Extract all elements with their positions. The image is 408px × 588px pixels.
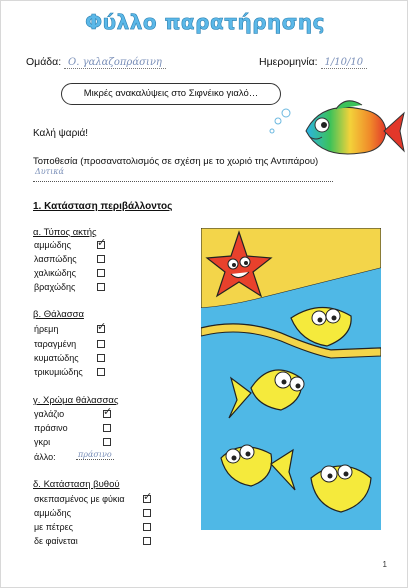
checkbox-pebbly[interactable] — [97, 269, 105, 277]
checkbox-calm[interactable] — [97, 325, 105, 333]
option-label: ταραγμένη — [34, 339, 77, 349]
checkbox-wavy[interactable] — [97, 354, 105, 362]
group-field — [26, 56, 166, 68]
option-label: χαλικώδης — [34, 268, 76, 278]
option-label: λασπώδης — [34, 254, 77, 264]
checkbox-seaweed[interactable] — [143, 495, 151, 503]
greeting-text: Καλή ψαριά! — [33, 128, 89, 139]
option-label: με πέτρες — [34, 522, 73, 532]
group-title-beach-type: α. Τύπος ακτής — [33, 227, 97, 238]
page-number: 1 — [382, 560, 387, 569]
checkbox-stones[interactable] — [143, 523, 151, 531]
checkbox-muddy[interactable] — [97, 255, 105, 263]
checkbox-green[interactable] — [103, 424, 111, 432]
date-value[interactable]: 1/10/10 — [321, 57, 368, 69]
checkbox-rocky[interactable] — [97, 283, 105, 291]
group-title-sea: β. Θάλασσα — [33, 309, 84, 320]
checkbox-sandy[interactable] — [97, 241, 105, 249]
banner-cloud: Μικρές ανακαλύψεις στο Σιφνέικο γιαλό… — [61, 83, 281, 105]
option-label: ήρεμη — [34, 324, 59, 334]
checkbox-light-blue[interactable] — [103, 410, 111, 418]
location-label: Τοποθεσία (προσανατολισμός σε σχέση με το χωριό της Αντιπάρου) — [33, 156, 319, 167]
group-value[interactable]: Ο. γαλαζοπράσινη — [64, 57, 166, 69]
location-value: Δυτικά — [35, 167, 64, 176]
option-label: γαλάζιο — [34, 409, 65, 419]
section-title: 1. Κατάσταση περιβάλλοντος — [33, 201, 173, 212]
date-label: Ημερομηνία: — [259, 56, 318, 68]
option-label: αμμώδης — [34, 508, 71, 518]
option-label: βραχώδης — [34, 282, 76, 292]
group-title-seabed: δ. Κατάσταση βυθού — [33, 479, 120, 490]
option-label: γκρι — [34, 437, 51, 447]
option-label: τρικυμιώδης — [34, 367, 83, 377]
option-label: άλλο: — [34, 452, 56, 462]
checkbox-not-visible[interactable] — [143, 537, 151, 545]
checkbox-grey[interactable] — [103, 438, 111, 446]
option-label: σκεπασμένος με φύκια — [34, 494, 125, 504]
page-title: Φύλλο παρατήρησης — [85, 10, 325, 34]
date-field — [259, 56, 367, 68]
checkbox-seabed-sandy[interactable] — [143, 509, 151, 517]
sea-creatures-illustration — [201, 228, 381, 530]
option-label: αμμώδης — [34, 240, 71, 250]
option-label: δε φαίνεται — [34, 536, 78, 546]
option-label: πράσινο — [34, 423, 68, 433]
other-color-value[interactable]: πράσινο — [78, 450, 112, 459]
option-label: κυματώδης — [34, 353, 79, 363]
location-answer-line[interactable] — [33, 170, 333, 182]
group-title-sea-color: γ. Χρώμα θάλασσας — [33, 395, 119, 406]
checkbox-rough[interactable] — [97, 340, 105, 348]
group-label: Ομάδα: — [26, 56, 62, 68]
checkbox-stormy[interactable] — [97, 368, 105, 376]
